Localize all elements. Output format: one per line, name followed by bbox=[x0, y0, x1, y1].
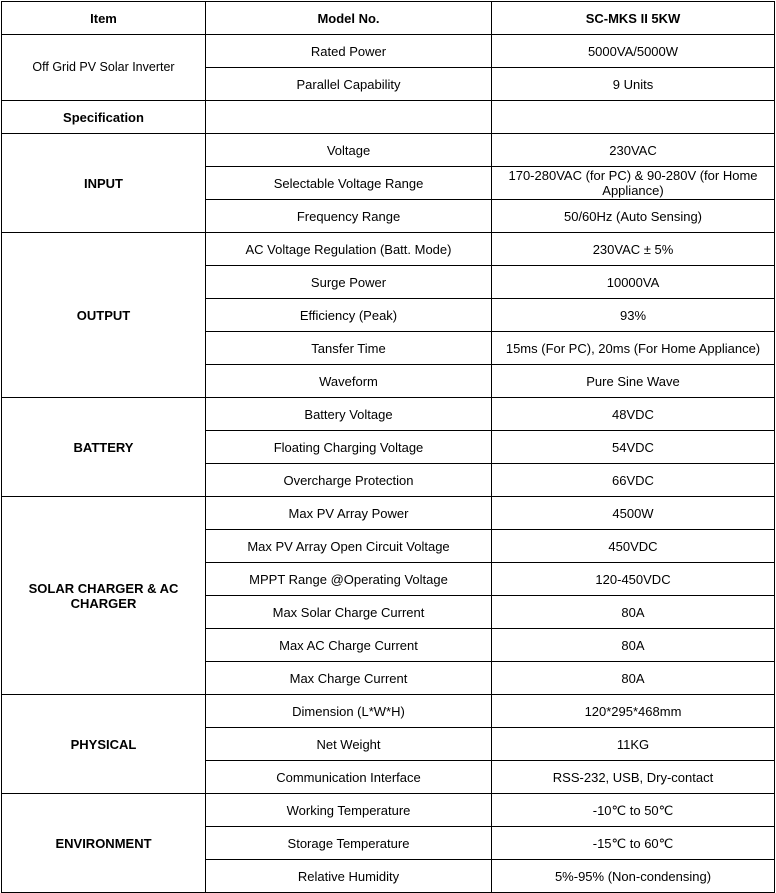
spec-value: -15℃ to 60℃ bbox=[492, 827, 775, 860]
spec-param: Waveform bbox=[206, 365, 492, 398]
table-row bbox=[2, 233, 775, 266]
spec-param: Net Weight bbox=[206, 728, 492, 761]
group-label: OUTPUT bbox=[2, 233, 206, 398]
spec-value: 4500W bbox=[492, 497, 775, 530]
group-label: ENVIRONMENT bbox=[2, 794, 206, 893]
spec-value: 54VDC bbox=[492, 431, 775, 464]
spec-value: 11KG bbox=[492, 728, 775, 761]
spec-param: Voltage bbox=[206, 134, 492, 167]
spec-value: 170-280VAC (for PC) & 90-280V (for Home Appliance) bbox=[492, 167, 775, 200]
spec-param: Overcharge Protection bbox=[206, 464, 492, 497]
group-label: SOLAR CHARGER & AC CHARGER bbox=[2, 497, 206, 695]
header-model-value: SC-MKS II 5KW bbox=[492, 2, 775, 35]
spec-value: 120-450VDC bbox=[492, 563, 775, 596]
group-label: BATTERY bbox=[2, 398, 206, 497]
spec-value: 93% bbox=[492, 299, 775, 332]
group-label: PHYSICAL bbox=[2, 695, 206, 794]
spec-param: Frequency Range bbox=[206, 200, 492, 233]
header-model-no: Model No. bbox=[206, 2, 492, 35]
spec-param: Selectable Voltage Range bbox=[206, 167, 492, 200]
spec-value: 80A bbox=[492, 629, 775, 662]
header-row bbox=[2, 2, 775, 35]
spec-value: 48VDC bbox=[492, 398, 775, 431]
spec-param: Relative Humidity bbox=[206, 860, 492, 893]
spec-table bbox=[1, 1, 775, 893]
spec-param: Dimension (L*W*H) bbox=[206, 695, 492, 728]
specification-row bbox=[2, 101, 775, 134]
empty-cell bbox=[492, 101, 775, 134]
product-row bbox=[2, 35, 775, 68]
specification-label: Specification bbox=[2, 101, 206, 134]
spec-param: Floating Charging Voltage bbox=[206, 431, 492, 464]
spec-value: 80A bbox=[492, 596, 775, 629]
spec-table-body bbox=[2, 2, 775, 893]
spec-param: Communication Interface bbox=[206, 761, 492, 794]
spec-value: 230VAC bbox=[492, 134, 775, 167]
table-row bbox=[2, 398, 775, 431]
spec-value: 5000VA/5000W bbox=[492, 35, 775, 68]
spec-value: 80A bbox=[492, 662, 775, 695]
spec-param: Rated Power bbox=[206, 35, 492, 68]
spec-value: 120*295*468mm bbox=[492, 695, 775, 728]
spec-param: Surge Power bbox=[206, 266, 492, 299]
table-row bbox=[2, 134, 775, 167]
spec-param: Tansfer Time bbox=[206, 332, 492, 365]
spec-value: 10000VA bbox=[492, 266, 775, 299]
table-row bbox=[2, 695, 775, 728]
empty-cell bbox=[206, 101, 492, 134]
spec-value: -10℃ to 50℃ bbox=[492, 794, 775, 827]
spec-param: Working Temperature bbox=[206, 794, 492, 827]
spec-value: Pure Sine Wave bbox=[492, 365, 775, 398]
spec-param: Max PV Array Open Circuit Voltage bbox=[206, 530, 492, 563]
spec-param: Max AC Charge Current bbox=[206, 629, 492, 662]
spec-param: AC Voltage Regulation (Batt. Mode) bbox=[206, 233, 492, 266]
header-item: Item bbox=[2, 2, 206, 35]
product-label: Off Grid PV Solar Inverter bbox=[2, 35, 206, 101]
spec-param: Max Charge Current bbox=[206, 662, 492, 695]
spec-param: Efficiency (Peak) bbox=[206, 299, 492, 332]
spec-param: Storage Temperature bbox=[206, 827, 492, 860]
spec-param: MPPT Range @Operating Voltage bbox=[206, 563, 492, 596]
spec-value: 450VDC bbox=[492, 530, 775, 563]
table-row bbox=[2, 794, 775, 827]
spec-param: Max PV Array Power bbox=[206, 497, 492, 530]
spec-value: 5%-95% (Non-condensing) bbox=[492, 860, 775, 893]
spec-value: 15ms (For PC), 20ms (For Home Appliance) bbox=[492, 332, 775, 365]
spec-param: Battery Voltage bbox=[206, 398, 492, 431]
group-label: INPUT bbox=[2, 134, 206, 233]
spec-value: 66VDC bbox=[492, 464, 775, 497]
spec-value: RSS-232, USB, Dry-contact bbox=[492, 761, 775, 794]
spec-value: 50/60Hz (Auto Sensing) bbox=[492, 200, 775, 233]
spec-param: Max Solar Charge Current bbox=[206, 596, 492, 629]
spec-value: 9 Units bbox=[492, 68, 775, 101]
table-row bbox=[2, 497, 775, 530]
spec-value: 230VAC ± 5% bbox=[492, 233, 775, 266]
spec-param: Parallel Capability bbox=[206, 68, 492, 101]
